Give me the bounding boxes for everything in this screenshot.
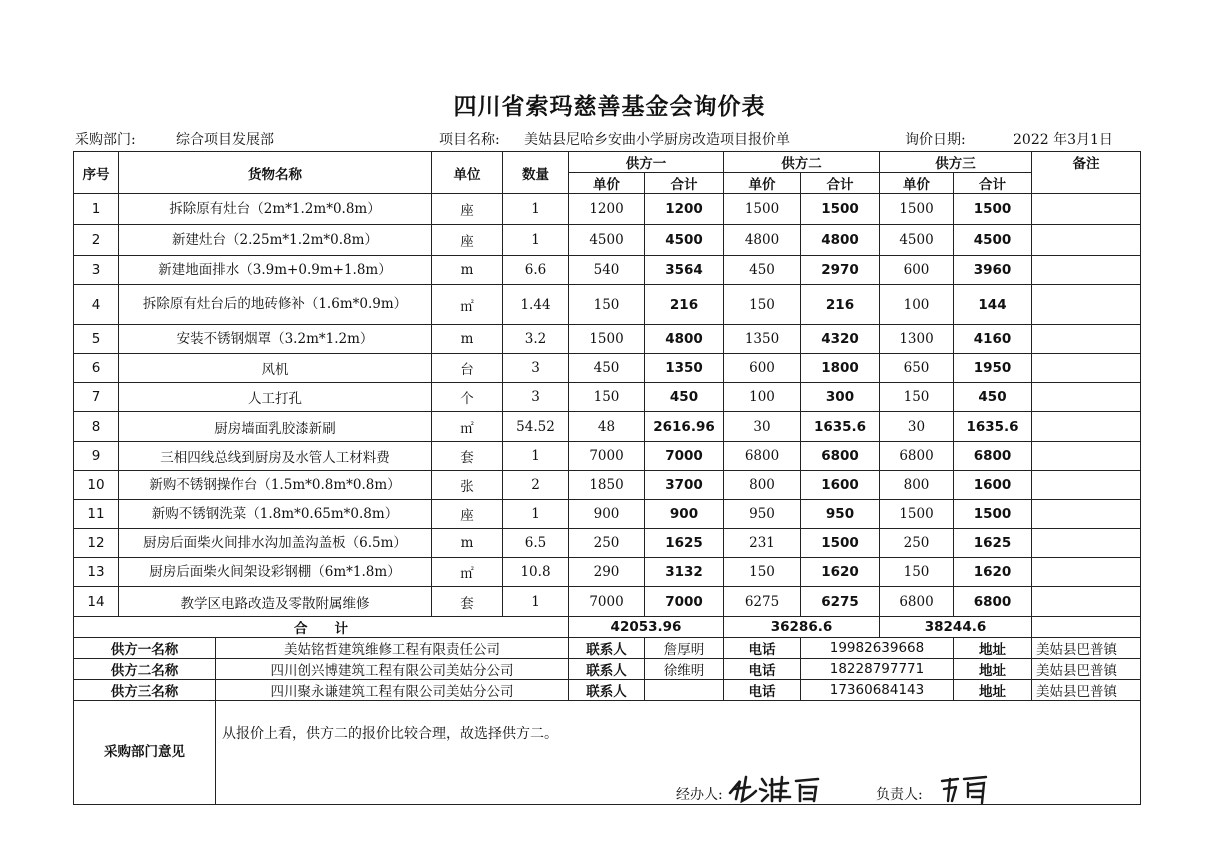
row-s1-total: 4800 (645, 325, 724, 354)
row-s2-total: 950 (801, 500, 880, 529)
header-s3-price: 单价 (880, 173, 954, 194)
row-seq: 12 (74, 529, 119, 558)
row-seq: 6 (74, 354, 119, 383)
supplier-name: 四川聚永谦建筑工程有限公司美姑分公司 (216, 680, 569, 701)
row-unit: 个 (432, 383, 503, 412)
row-unit: 座 (432, 194, 503, 225)
row-s3-price: 1500 (880, 194, 954, 225)
header-seq: 序号 (74, 152, 119, 194)
project-label: 项目名称: (439, 132, 500, 148)
page-title: 四川省索玛慈善基金会询价表 (453, 94, 766, 120)
row-s1-price: 7000 (569, 442, 645, 471)
phone-number: 19982639668 (801, 638, 954, 659)
leader-signature-icon (938, 773, 990, 805)
row-goods-name: 安装不锈钢烟罩（3.2m*1.2m） (119, 325, 432, 354)
row-seq: 14 (74, 587, 119, 617)
row-s3-price: 650 (880, 354, 954, 383)
row-seq: 2 (74, 225, 119, 256)
supplier-row (74, 638, 1141, 659)
row-s1-price: 7000 (569, 587, 645, 617)
phone-label: 电话 (724, 638, 801, 659)
row-s1-price: 450 (569, 354, 645, 383)
row-qty: 1 (503, 225, 569, 256)
row-remark (1032, 587, 1141, 617)
opinion-cell (216, 701, 1141, 805)
date-label: 询价日期: (905, 132, 966, 148)
supplier-name: 美姑铭哲建筑维修工程有限责任公司 (216, 638, 569, 659)
totals-remark (1032, 617, 1141, 638)
address-label: 地址 (954, 638, 1032, 659)
header-goods: 货物名称 (119, 152, 432, 194)
table-row (74, 500, 1141, 529)
row-s1-total: 2616.96 (645, 412, 724, 442)
row-s1-price: 4500 (569, 225, 645, 256)
table-row (74, 285, 1141, 325)
row-goods-name: 新建灶台（2.25m*1.2m*0.8m） (119, 225, 432, 256)
row-s2-total: 1500 (801, 194, 880, 225)
row-s3-total: 144 (954, 285, 1032, 325)
quotation-table (73, 151, 1141, 805)
row-goods-name: 新建地面排水（3.9m+0.9m+1.8m） (119, 256, 432, 285)
totals-supplier-2: 36286.6 (724, 617, 880, 638)
row-unit: 台 (432, 354, 503, 383)
row-s3-price: 250 (880, 529, 954, 558)
header-unit: 单位 (432, 152, 503, 194)
contact-name: 詹厚明 (645, 638, 724, 659)
row-s2-price: 6275 (724, 587, 801, 617)
row-s3-price: 1500 (880, 500, 954, 529)
table-row (74, 471, 1141, 500)
table-row (74, 587, 1141, 617)
totals-supplier-1: 42053.96 (569, 617, 724, 638)
date-value: 2022 年3月1日 (1013, 132, 1113, 148)
header-supplier-1: 供方一 (569, 152, 724, 173)
row-seq: 1 (74, 194, 119, 225)
row-remark (1032, 256, 1141, 285)
row-s2-price: 150 (724, 285, 801, 325)
row-s1-total: 4500 (645, 225, 724, 256)
row-remark (1032, 471, 1141, 500)
table-row (74, 354, 1141, 383)
row-s2-total: 1635.6 (801, 412, 880, 442)
row-goods-name: 新购不锈钢操作台（1.5m*0.8m*0.8m） (119, 471, 432, 500)
table-row (74, 558, 1141, 587)
row-s2-total: 1500 (801, 529, 880, 558)
row-s3-price: 6800 (880, 587, 954, 617)
row-s3-price: 1300 (880, 325, 954, 354)
row-remark (1032, 383, 1141, 412)
address-label: 地址 (954, 680, 1032, 701)
row-s1-total: 3700 (645, 471, 724, 500)
row-remark (1032, 325, 1141, 354)
row-s1-price: 150 (569, 383, 645, 412)
row-s3-total: 1500 (954, 194, 1032, 225)
row-s2-price: 1500 (724, 194, 801, 225)
row-remark (1032, 558, 1141, 587)
row-unit: m (432, 529, 503, 558)
row-s2-total: 216 (801, 285, 880, 325)
row-s3-total: 1600 (954, 471, 1032, 500)
row-s1-total: 3564 (645, 256, 724, 285)
row-s3-total: 3960 (954, 256, 1032, 285)
row-s3-price: 800 (880, 471, 954, 500)
row-seq: 13 (74, 558, 119, 587)
row-s1-total: 216 (645, 285, 724, 325)
row-qty: 1 (503, 442, 569, 471)
row-s2-total: 6800 (801, 442, 880, 471)
row-s3-price: 150 (880, 383, 954, 412)
row-s1-price: 290 (569, 558, 645, 587)
row-qty: 3 (503, 383, 569, 412)
row-s2-price: 30 (724, 412, 801, 442)
row-qty: 3 (503, 354, 569, 383)
row-s1-price: 540 (569, 256, 645, 285)
row-goods-name: 厨房后面柴火间架设彩钢棚（6m*1.8m） (119, 558, 432, 587)
row-remark (1032, 354, 1141, 383)
row-s2-total: 300 (801, 383, 880, 412)
row-remark (1032, 529, 1141, 558)
row-s1-price: 1200 (569, 194, 645, 225)
row-s3-total: 1635.6 (954, 412, 1032, 442)
row-s2-total: 4320 (801, 325, 880, 354)
row-qty: 6.6 (503, 256, 569, 285)
row-unit: ㎡ (432, 558, 503, 587)
row-s3-total: 4160 (954, 325, 1032, 354)
row-s1-total: 1350 (645, 354, 724, 383)
table-row (74, 442, 1141, 471)
row-s2-price: 1350 (724, 325, 801, 354)
table-row (74, 225, 1141, 256)
row-s1-total: 1200 (645, 194, 724, 225)
row-qty: 1 (503, 587, 569, 617)
opinion-text: 从报价上看，供方二的报价比较合理，故选择供方二。 (222, 726, 558, 742)
row-s1-total: 1625 (645, 529, 724, 558)
row-unit: 张 (432, 471, 503, 500)
row-remark (1032, 442, 1141, 471)
row-qty: 1 (503, 500, 569, 529)
row-s1-price: 150 (569, 285, 645, 325)
row-s2-total: 4800 (801, 225, 880, 256)
row-goods-name: 新购不锈钢洗菜（1.8m*0.65m*0.8m） (119, 500, 432, 529)
supplier-row (74, 659, 1141, 680)
row-s2-total: 1600 (801, 471, 880, 500)
handler-label: 经办人: (676, 787, 723, 803)
row-seq: 9 (74, 442, 119, 471)
row-qty: 3.2 (503, 325, 569, 354)
row-s2-price: 100 (724, 383, 801, 412)
row-s2-price: 600 (724, 354, 801, 383)
contact-name (645, 680, 724, 701)
row-qty: 1 (503, 194, 569, 225)
row-s1-total: 7000 (645, 587, 724, 617)
header-supplier-2: 供方二 (724, 152, 880, 173)
supplier-name: 四川创兴博建筑工程有限公司美姑分公司 (216, 659, 569, 680)
row-s1-total: 900 (645, 500, 724, 529)
row-s3-price: 6800 (880, 442, 954, 471)
row-remark (1032, 225, 1141, 256)
row-s2-price: 231 (724, 529, 801, 558)
table-row (74, 325, 1141, 354)
row-remark (1032, 285, 1141, 325)
opinion-label: 采购部门意见 (74, 701, 216, 805)
dept-value: 综合项目发展部 (176, 132, 274, 148)
header-s3-total: 合计 (954, 173, 1032, 194)
totals-label: 合 计 (74, 617, 569, 638)
supplier-row (74, 680, 1141, 701)
row-remark (1032, 500, 1141, 529)
leader-label: 负责人: (876, 787, 923, 803)
handler-signature-icon (726, 771, 826, 805)
supplier-label: 供方一名称 (74, 638, 216, 659)
header-supplier-3: 供方三 (880, 152, 1032, 173)
row-goods-name: 拆除原有灶台（2m*1.2m*0.8m） (119, 194, 432, 225)
row-qty: 54.52 (503, 412, 569, 442)
project-value: 美姑县尼哈乡安曲小学厨房改造项目报价单 (524, 132, 790, 148)
dept-label: 采购部门: (75, 132, 136, 148)
row-s1-price: 1500 (569, 325, 645, 354)
row-unit: m (432, 256, 503, 285)
row-unit: 座 (432, 225, 503, 256)
row-goods-name: 拆除原有灶台后的地砖修补（1.6m*0.9m） (119, 285, 432, 325)
row-s1-price: 48 (569, 412, 645, 442)
row-s2-price: 950 (724, 500, 801, 529)
row-s3-total: 6800 (954, 587, 1032, 617)
header-s2-price: 单价 (724, 173, 801, 194)
address-value: 美姑县巴普镇 (1032, 680, 1141, 701)
row-s3-total: 1620 (954, 558, 1032, 587)
table-row (74, 194, 1141, 225)
row-s3-total: 1625 (954, 529, 1032, 558)
contact-label: 联系人 (569, 680, 645, 701)
table-row (74, 529, 1141, 558)
row-unit: 套 (432, 587, 503, 617)
row-s3-total: 4500 (954, 225, 1032, 256)
row-s1-price: 1850 (569, 471, 645, 500)
row-s3-total: 1950 (954, 354, 1032, 383)
table-row (74, 256, 1141, 285)
row-s2-price: 4800 (724, 225, 801, 256)
row-unit: ㎡ (432, 412, 503, 442)
row-s2-total: 1800 (801, 354, 880, 383)
row-s2-total: 2970 (801, 256, 880, 285)
totals-supplier-3: 38244.6 (880, 617, 1032, 638)
phone-label: 电话 (724, 659, 801, 680)
row-s1-price: 900 (569, 500, 645, 529)
row-goods-name: 厨房墙面乳胶漆新刷 (119, 412, 432, 442)
supplier-label: 供方二名称 (74, 659, 216, 680)
table-row (74, 383, 1141, 412)
row-s3-price: 600 (880, 256, 954, 285)
row-unit: 座 (432, 500, 503, 529)
supplier-label: 供方三名称 (74, 680, 216, 701)
row-seq: 11 (74, 500, 119, 529)
address-value: 美姑县巴普镇 (1032, 638, 1141, 659)
row-s3-total: 6800 (954, 442, 1032, 471)
table-row (74, 412, 1141, 442)
row-qty: 10.8 (503, 558, 569, 587)
address-value: 美姑县巴普镇 (1032, 659, 1141, 680)
contact-name: 徐维明 (645, 659, 724, 680)
row-seq: 10 (74, 471, 119, 500)
phone-label: 电话 (724, 680, 801, 701)
row-unit: 套 (432, 442, 503, 471)
row-seq: 4 (74, 285, 119, 325)
row-s2-price: 6800 (724, 442, 801, 471)
row-remark (1032, 412, 1141, 442)
row-unit: m (432, 325, 503, 354)
row-goods-name: 厨房后面柴火间排水沟加盖沟盖板（6.5m） (119, 529, 432, 558)
row-s3-price: 30 (880, 412, 954, 442)
row-s1-total: 3132 (645, 558, 724, 587)
row-s2-total: 1620 (801, 558, 880, 587)
row-goods-name: 三相四线总线到厨房及水管人工材料费 (119, 442, 432, 471)
phone-number: 17360684143 (801, 680, 954, 701)
contact-label: 联系人 (569, 659, 645, 680)
phone-number: 18228797771 (801, 659, 954, 680)
row-s2-price: 150 (724, 558, 801, 587)
row-seq: 3 (74, 256, 119, 285)
row-qty: 2 (503, 471, 569, 500)
row-unit: ㎡ (432, 285, 503, 325)
row-seq: 7 (74, 383, 119, 412)
row-s1-total: 450 (645, 383, 724, 412)
row-goods-name: 教学区电路改造及零散附属维修 (119, 587, 432, 617)
header-remark: 备注 (1032, 152, 1141, 194)
header-s2-total: 合计 (801, 173, 880, 194)
row-goods-name: 风机 (119, 354, 432, 383)
row-s1-total: 7000 (645, 442, 724, 471)
header-s1-total: 合计 (645, 173, 724, 194)
row-remark (1032, 194, 1141, 225)
contact-label: 联系人 (569, 638, 645, 659)
header-qty: 数量 (503, 152, 569, 194)
row-s3-total: 1500 (954, 500, 1032, 529)
row-s2-price: 450 (724, 256, 801, 285)
row-seq: 5 (74, 325, 119, 354)
row-seq: 8 (74, 412, 119, 442)
row-s2-total: 6275 (801, 587, 880, 617)
row-qty: 6.5 (503, 529, 569, 558)
row-s3-price: 4500 (880, 225, 954, 256)
address-label: 地址 (954, 659, 1032, 680)
row-s3-price: 100 (880, 285, 954, 325)
row-s3-price: 150 (880, 558, 954, 587)
row-s1-price: 250 (569, 529, 645, 558)
row-s3-total: 450 (954, 383, 1032, 412)
row-qty: 1.44 (503, 285, 569, 325)
row-s2-price: 800 (724, 471, 801, 500)
header-s1-price: 单价 (569, 173, 645, 194)
row-goods-name: 人工打孔 (119, 383, 432, 412)
